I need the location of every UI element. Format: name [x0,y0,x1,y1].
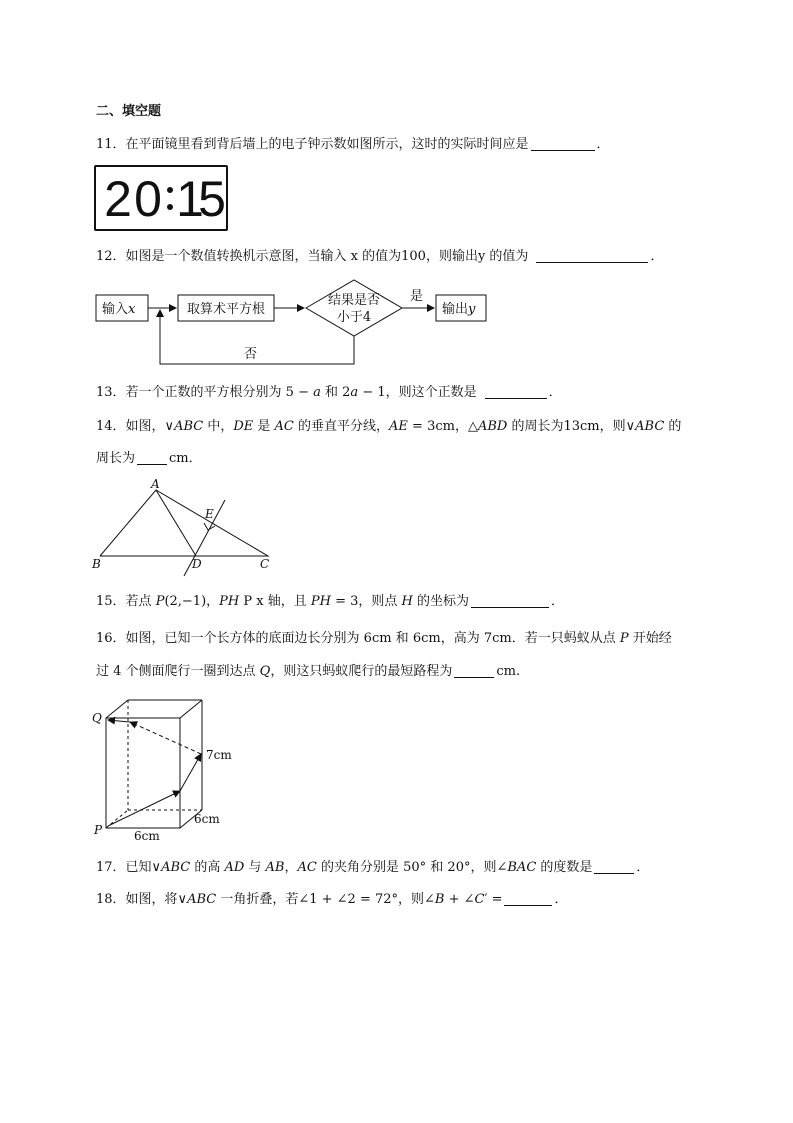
answer-blank [536,248,648,263]
ant-path [108,791,180,826]
question-14: 14．如图，∨ABC 中，DE 是 AC 的垂直平分线，AE = 3cm，△ABD 的周长为13cm，则∨ABC 的 [96,419,682,434]
answer-blank [594,859,634,874]
svg-text:6cm: 6cm [134,829,160,843]
triangle-figure [88,478,288,582]
svg-text:P: P [94,823,103,837]
cuboid-figure [88,696,268,844]
answer-blank [454,663,494,678]
ant-path [180,754,201,791]
question-16-line2: 过 4 个侧面爬行一圈到达点 Q，则这只蚂蚁爬行的最短路程为 cm. [96,664,521,679]
segment-ad [156,490,196,556]
answer-blank [137,450,167,465]
no-label: 否 [244,347,258,362]
section-title: 二、填空题 [96,104,162,119]
svg-text:6cm: 6cm [194,812,220,826]
clock-digit: 0 [134,171,162,227]
answer-blank [504,891,552,906]
question-17: 17．已知∨ABC 的高 AD 与 AB，AC 的夹角分别是 50° 和 20°，则∠BAC 的度数是 ． [96,860,650,875]
question-16: 16．如图，已知一个长方体的底面边长分别为 6cm 和 6cm，高为 7cm．若一只蚂蚁从点 P 开始经 [96,631,672,646]
output-label: 输出y [442,302,476,317]
decision-diamond [306,280,402,336]
clock-colon-dot [167,187,173,193]
clock-digit: 1 [176,171,204,227]
flowchart [90,276,500,368]
answer-blank [531,136,595,151]
ant-path [108,720,130,722]
svg-text:A: A [151,478,160,491]
question-14-line2: 周长为 cm． [96,451,202,466]
question-11: 11．在平面镜里看到背后墙上的电子钟示数如图所示，这时的实际时间应是 ． [96,137,610,152]
question-15: 15．若点 P(2,−1)，PH P x 轴，且 PH = 3，则点 H 的坐标为 ． [96,594,565,609]
answer-blank [471,593,549,608]
decision-label: 小于4 [336,310,372,325]
cuboid-front-face [106,718,180,828]
clock-digit: 5 [198,171,226,227]
question-18: 18．如图，将∨ABC 一角折叠，若∠1 + ∠2 = 72°，则∠B + ∠C′ = ． [96,892,568,907]
clock-digit: 2 [104,171,132,227]
answer-blank [485,384,547,399]
svg-text:Q: Q [92,711,102,725]
question-12: 12．如图是一个数值转换机示意图，当输入 x 的值为100，则输出y 的值为 ． [96,249,664,264]
clock-colon-dot [167,204,173,210]
question-13: 13．若一个正数的平方根分别为 5 − a 和 2a − 1，则这个正数是 ． [96,385,562,400]
svg-text:C: C [260,557,270,571]
yes-label: 是 [410,289,424,304]
svg-text:B: B [92,557,101,571]
svg-text:D: D [192,557,202,571]
svg-text:7cm: 7cm [206,748,232,762]
clock-digits [96,167,226,229]
svg-text:E: E [205,507,214,521]
process-label: 取算术平方根 [186,302,266,317]
input-label: 输入x [102,302,136,317]
digital-clock [94,165,228,231]
ant-path [130,722,201,754]
decision-label: 结果是否 [327,293,381,308]
triangle-abc [100,490,268,556]
